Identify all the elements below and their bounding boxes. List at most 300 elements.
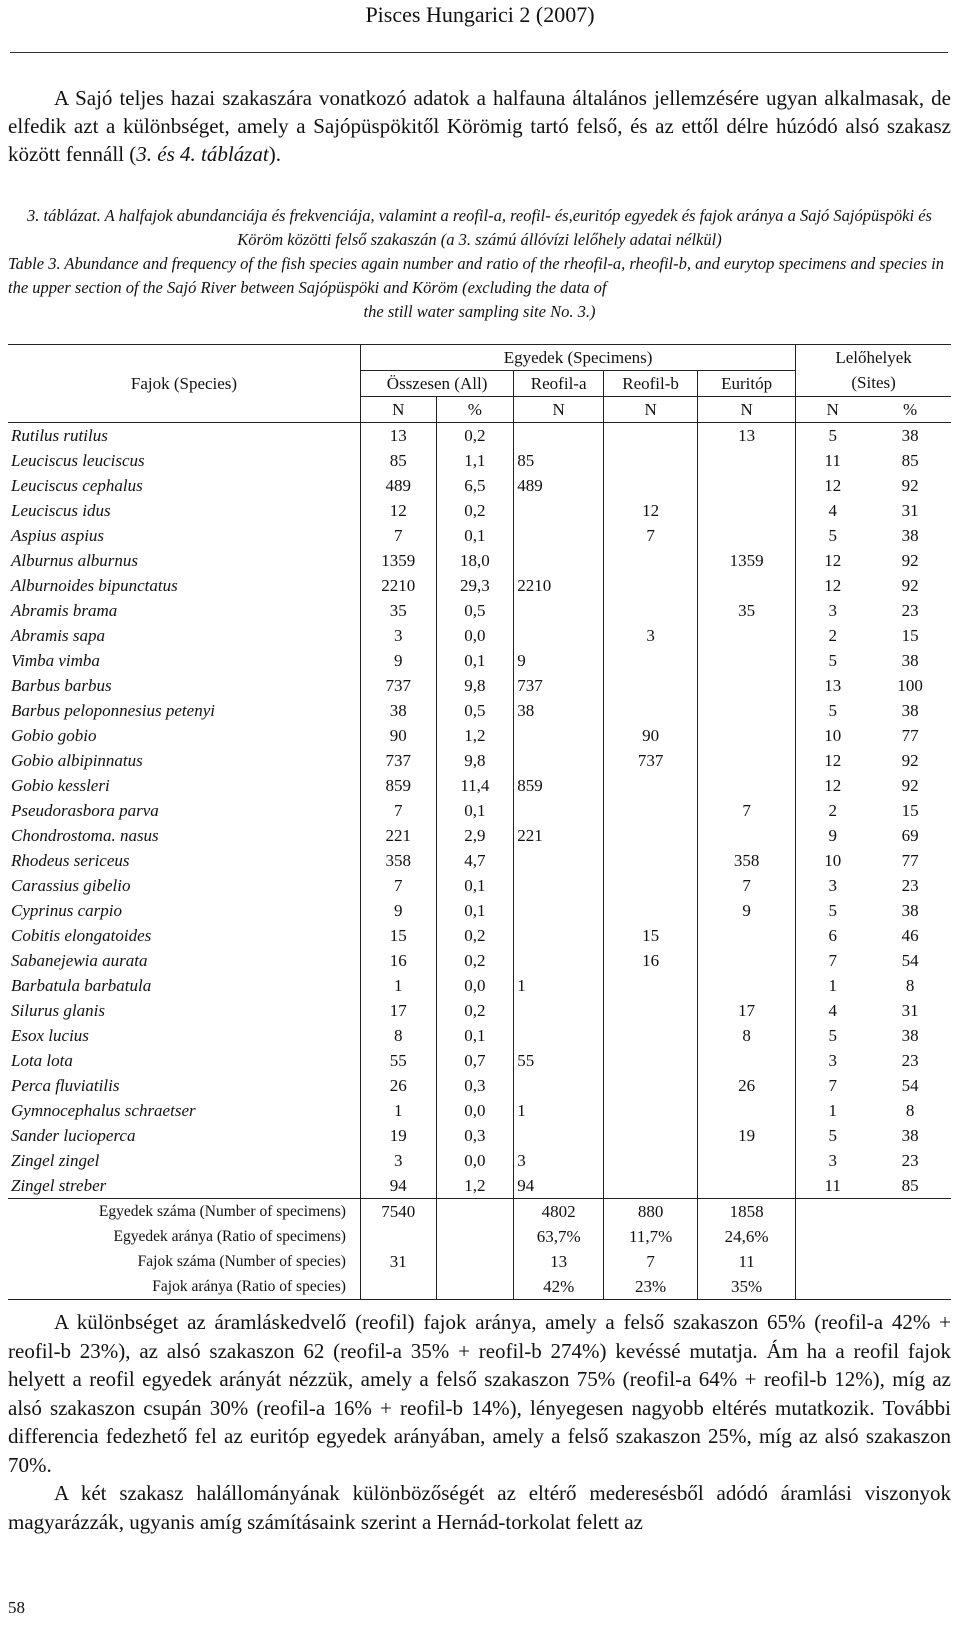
species-name-cell: Perca fluviatilis (8, 1073, 360, 1098)
summary-label-cell: Fajok száma (Number of species) (8, 1249, 360, 1274)
value-cell: 19 (360, 1123, 436, 1148)
value-cell (698, 573, 796, 598)
summary-value-cell: 7540 (360, 1199, 436, 1225)
species-name-cell: Aspius aspius (8, 523, 360, 548)
page-number: 58 (8, 1598, 25, 1617)
value-cell: 0,2 (436, 948, 514, 973)
species-name-cell: Alburnoides bipunctatus (8, 573, 360, 598)
species-name-cell: Lota lota (8, 1048, 360, 1073)
col-all-header: Összesen (All) (360, 371, 513, 397)
summary-value-cell (796, 1199, 870, 1225)
value-cell: 10 (824, 850, 842, 870)
table-row (8, 948, 951, 973)
table-row (8, 1098, 951, 1123)
value-cell (698, 948, 796, 973)
unit-cell: N (514, 397, 604, 423)
value-cell: 38 (901, 650, 919, 670)
summary-row (8, 1224, 951, 1249)
value-cell: 3 (604, 623, 698, 648)
value-cell (604, 1148, 698, 1173)
value-cell: 12 (824, 775, 842, 795)
species-name-cell: Leuciscus cephalus (8, 473, 360, 498)
value-cell (514, 623, 604, 648)
summary-label-cell: Egyedek aránya (Ratio of specimens) (8, 1224, 360, 1249)
table-row (8, 423, 951, 449)
value-cell: 7 (698, 798, 796, 823)
value-cell (604, 423, 698, 449)
table-row (8, 1148, 951, 1173)
value-cell: 8 (905, 975, 915, 995)
value-cell (514, 948, 604, 973)
value-cell: 38 (901, 1025, 919, 1045)
summary-value-cell: 42% (514, 1274, 604, 1300)
value-cell: 9 (360, 898, 436, 923)
value-cell (698, 698, 796, 723)
value-cell (604, 1173, 698, 1199)
species-name-cell: Leuciscus leuciscus (8, 448, 360, 473)
value-cell: 489 (360, 473, 436, 498)
value-cell: 18,0 (436, 548, 514, 573)
value-cell: 737 (360, 748, 436, 773)
value-cell (514, 848, 604, 873)
value-cell: 23 (901, 1050, 919, 1070)
unit-cell: N (796, 397, 870, 423)
species-name-cell: Cobitis elongatoides (8, 923, 360, 948)
value-cell: 8 (905, 1100, 915, 1120)
value-cell (514, 598, 604, 623)
value-cell: 12 (824, 475, 842, 495)
value-cell (604, 998, 698, 1023)
col-sites-header: Lelőhelyek (796, 345, 951, 371)
value-cell: 9 (698, 898, 796, 923)
value-cell: 737 (604, 748, 698, 773)
value-cell (604, 598, 698, 623)
summary-value-cell: 4802 (514, 1199, 604, 1225)
value-cell: 15 (604, 923, 698, 948)
value-cell: 0,5 (436, 698, 514, 723)
summary-value-cell: 880 (604, 1199, 698, 1225)
value-cell (604, 673, 698, 698)
value-cell (604, 798, 698, 823)
species-name-cell: Barbus barbus (8, 673, 360, 698)
value-cell: 0,3 (436, 1073, 514, 1098)
species-name-cell: Gobio albipinnatus (8, 748, 360, 773)
value-cell: 23 (901, 600, 919, 620)
species-name-cell: Alburnus alburnus (8, 548, 360, 573)
value-cell: 0,2 (436, 423, 514, 449)
value-cell: 38 (901, 900, 919, 920)
value-cell: 31 (901, 500, 919, 520)
fish-species-table (8, 344, 951, 1300)
summary-value-cell (869, 1199, 951, 1225)
value-cell (604, 1073, 698, 1098)
caption-en-text: Table 3. Abundance and frequency of the fish species again number and ratio of the rheofil-a, rheofil-b, and eurytop specimens and species in the upper section of the Sajó River between Sajópüspöki and Köröm (excluding the data of (8, 254, 944, 297)
summary-value-cell: 63,7% (514, 1224, 604, 1249)
value-cell: 3 (828, 1150, 837, 1170)
value-cell: 92 (901, 475, 919, 495)
value-cell (514, 523, 604, 548)
value-cell: 38 (514, 698, 604, 723)
value-cell: 0,0 (436, 1098, 514, 1123)
table-row (8, 798, 951, 823)
value-cell: 94 (360, 1173, 436, 1199)
value-cell: 85 (901, 1175, 919, 1195)
value-cell (698, 723, 796, 748)
unit-cell: % (436, 397, 514, 423)
value-cell: 35 (360, 598, 436, 623)
table-row (8, 873, 951, 898)
value-cell: 26 (360, 1073, 436, 1098)
value-cell: 12 (360, 498, 436, 523)
species-name-cell: Silurus glanis (8, 998, 360, 1023)
header-rule (10, 52, 948, 53)
table-row (8, 1048, 951, 1073)
value-cell: 0,1 (436, 873, 514, 898)
table-row (8, 473, 951, 498)
value-cell: 15 (901, 800, 919, 820)
value-cell: 3 (360, 1148, 436, 1173)
value-cell: 38 (901, 700, 919, 720)
summary-value-cell (436, 1249, 514, 1274)
value-cell: 11 (824, 1175, 841, 1195)
summary-value-cell (869, 1249, 951, 1274)
value-cell (698, 673, 796, 698)
value-cell (698, 773, 796, 798)
intro-table-ref: 3. és 4. táblázat (136, 142, 269, 166)
table-row (8, 523, 951, 548)
value-cell (604, 898, 698, 923)
table-row (8, 448, 951, 473)
species-name-cell: Cyprinus carpio (8, 898, 360, 923)
table-caption (8, 204, 951, 324)
summary-value-cell (436, 1274, 514, 1300)
value-cell (604, 448, 698, 473)
caption-en-tail: the still water sampling site No. 3.) (363, 302, 596, 321)
summary-label-cell: Fajok aránya (Ratio of species) (8, 1274, 360, 1300)
value-cell (604, 873, 698, 898)
value-cell: 31 (901, 1000, 919, 1020)
value-cell (698, 473, 796, 498)
value-cell: 15 (901, 625, 919, 645)
value-cell: 1 (360, 1098, 436, 1123)
value-cell: 54 (901, 1075, 919, 1095)
value-cell: 92 (901, 550, 919, 570)
value-cell: 737 (514, 673, 604, 698)
value-cell: 9 (360, 648, 436, 673)
value-cell: 54 (901, 950, 919, 970)
summary-value-cell: 11,7% (604, 1224, 698, 1249)
table-row (8, 498, 951, 523)
value-cell: 2210 (360, 573, 436, 598)
value-cell: 1359 (360, 548, 436, 573)
value-cell: 3 (360, 623, 436, 648)
value-cell: 19 (698, 1123, 796, 1148)
value-cell: 90 (360, 723, 436, 748)
table-row (8, 923, 951, 948)
value-cell: 7 (360, 523, 436, 548)
value-cell: 100 (897, 675, 923, 695)
value-cell: 0,7 (436, 1048, 514, 1073)
value-cell (514, 1073, 604, 1098)
value-cell: 69 (901, 825, 919, 845)
value-cell (604, 973, 698, 998)
intro-text: A Sajó teljes hazai szakaszára vonatkozó adatok a halfauna általános jellemzésére ugyan alkalmasak, de elfedik azt a különbséget, amely a Sajópüspökitől Körömig tartó felső, és az ettől délre húzódó alsó szakasz között fennáll ( (8, 86, 951, 166)
value-cell: 85 (901, 450, 919, 470)
summary-value-cell (360, 1224, 436, 1249)
value-cell: 3 (828, 1050, 837, 1070)
value-cell: 5 (828, 1125, 837, 1145)
value-cell (514, 1123, 604, 1148)
table-row (8, 748, 951, 773)
value-cell: 8 (698, 1023, 796, 1048)
value-cell: 2 (828, 800, 837, 820)
value-cell: 0,5 (436, 598, 514, 623)
value-cell: 1,2 (436, 1173, 514, 1199)
discussion-paragraph-1: A különbséget az áramláskedvelő (reofil) fajok aránya, amely a felső szakaszon 65% (reofil-a 42% + reofil-b 23%), az alsó szakaszon 62 (reofil-a 35% + reofil-b 274%) kevéssé mutatja. Ám ha a reofil fajok helyett a reofil egyedek arányát nézzük, amely a felső szakaszon 75% (reofil-a 64% + reofil-b 12%), míg az alsó szakaszon csupán 30% (reofil-a 16% + reofil-b 14%), lényegesen nagyobb eltérés mutatkozik. További differencia fedezhető fel az euritóp egyedek arányában, amely a felső szakaszon 25%, míg az alsó szakaszon 70%. (8, 1310, 951, 1477)
unit-cell: N (698, 397, 796, 423)
species-name-cell: Esox lucius (8, 1023, 360, 1048)
caption-hu-label: 3. táblázat. (27, 206, 101, 225)
value-cell: 8 (360, 1023, 436, 1048)
value-cell: 94 (514, 1173, 604, 1199)
summary-value-cell (869, 1274, 951, 1300)
unit-cell: % (869, 397, 951, 423)
species-name-cell: Chondrostoma. nasus (8, 823, 360, 848)
value-cell: 55 (360, 1048, 436, 1073)
value-cell: 5 (828, 650, 837, 670)
journal-header: Pisces Hungarici 2 (2007) (365, 2, 595, 27)
caption-hungarian (8, 204, 951, 252)
summary-value-cell: 1858 (698, 1199, 796, 1225)
species-name-cell: Rhodeus sericeus (8, 848, 360, 873)
value-cell: 12 (604, 498, 698, 523)
col-species-header: Fajok (Species) (8, 345, 360, 423)
value-cell (604, 823, 698, 848)
value-cell: 11,4 (436, 773, 514, 798)
value-cell: 4 (828, 500, 837, 520)
caption-hu-text: A halfajok abundanciája és frekvenciája, valamint a reofil-a, reofil- és,euritóp egyedek és fajok aránya a Sajó Sajópüspöki és Köröm közötti felső szakaszán (a 3. számú állóvízi lelőhely adatai nélkül) (104, 206, 932, 249)
species-name-cell: Sabanejewia aurata (8, 948, 360, 973)
species-name-cell: Zingel streber (8, 1173, 360, 1199)
value-cell (698, 923, 796, 948)
species-name-cell: Carassius gibelio (8, 873, 360, 898)
value-cell: 3 (514, 1148, 604, 1173)
species-name-cell: Vimba vimba (8, 648, 360, 673)
value-cell: 1 (514, 1098, 604, 1123)
summary-value-cell (869, 1224, 951, 1249)
species-name-cell: Abramis brama (8, 598, 360, 623)
value-cell: 38 (901, 1125, 919, 1145)
species-name-cell: Gobio kessleri (8, 773, 360, 798)
value-cell (604, 773, 698, 798)
value-cell: 90 (604, 723, 698, 748)
value-cell (604, 473, 698, 498)
table-row (8, 1023, 951, 1048)
value-cell: 10 (824, 725, 842, 745)
value-cell (604, 1023, 698, 1048)
value-cell: 5 (828, 525, 837, 545)
value-cell (604, 648, 698, 673)
summary-value-cell (796, 1224, 870, 1249)
value-cell (604, 548, 698, 573)
col-euritop-header: Euritóp (698, 371, 796, 397)
value-cell: 23 (901, 875, 919, 895)
value-cell: 12 (824, 575, 842, 595)
summary-value-cell: 13 (514, 1249, 604, 1274)
value-cell: 221 (514, 823, 604, 848)
value-cell: 5 (828, 900, 837, 920)
intro-paragraph (8, 84, 951, 168)
value-cell: 7 (604, 523, 698, 548)
table-row (8, 1073, 951, 1098)
value-cell: 358 (360, 848, 436, 873)
species-name-cell: Barbus peloponnesius petenyi (8, 698, 360, 723)
value-cell: 0,2 (436, 923, 514, 948)
value-cell: 23 (901, 1150, 919, 1170)
value-cell (514, 798, 604, 823)
value-cell: 26 (698, 1073, 796, 1098)
value-cell: 2 (828, 625, 837, 645)
species-name-cell: Sander lucioperca (8, 1123, 360, 1148)
value-cell (604, 1123, 698, 1148)
value-cell: 46 (901, 925, 919, 945)
value-cell: 7 (828, 950, 837, 970)
value-cell: 1 (360, 973, 436, 998)
value-cell: 5 (828, 425, 837, 445)
value-cell: 358 (698, 848, 796, 873)
species-name-cell: Barbatula barbatula (8, 973, 360, 998)
value-cell: 6,5 (436, 473, 514, 498)
value-cell: 221 (360, 823, 436, 848)
value-cell (698, 973, 796, 998)
value-cell: 38 (360, 698, 436, 723)
value-cell: 0,1 (436, 798, 514, 823)
value-cell: 0,0 (436, 1148, 514, 1173)
summary-value-cell (360, 1274, 436, 1300)
table-row (8, 898, 951, 923)
summary-rows (8, 1199, 951, 1300)
value-cell: 85 (360, 448, 436, 473)
value-cell (698, 523, 796, 548)
value-cell: 17 (360, 998, 436, 1023)
value-cell: 13 (824, 675, 842, 695)
value-cell (698, 623, 796, 648)
value-cell (698, 748, 796, 773)
discussion-paragraph-2: A két szakasz halállományának különbözőségét az eltérő mederesésből adódó áramlási viszonyok magyarázzák, ugyanis amíg számításaink szerint a Hernád-torkolat felett az (8, 1481, 951, 1534)
value-cell: 1,1 (436, 448, 514, 473)
value-cell: 1,2 (436, 723, 514, 748)
col-specimens-header: Egyedek (Specimens) (360, 345, 795, 371)
value-cell: 3 (828, 600, 837, 620)
value-cell: 489 (514, 473, 604, 498)
value-cell (514, 748, 604, 773)
species-name-cell: Leuciscus idus (8, 498, 360, 523)
value-cell: 0,2 (436, 998, 514, 1023)
summary-row (8, 1249, 951, 1274)
value-cell: 0,2 (436, 498, 514, 523)
table-row (8, 673, 951, 698)
value-cell: 5 (828, 700, 837, 720)
value-cell: 6 (828, 925, 837, 945)
value-cell: 92 (901, 750, 919, 770)
value-cell: 9 (514, 648, 604, 673)
value-cell: 16 (604, 948, 698, 973)
species-rows (8, 423, 951, 1199)
table-row (8, 848, 951, 873)
value-cell: 9,8 (436, 748, 514, 773)
value-cell: 859 (360, 773, 436, 798)
value-cell: 859 (514, 773, 604, 798)
value-cell: 77 (901, 850, 919, 870)
discussion-text (8, 1308, 951, 1536)
value-cell: 0,1 (436, 1023, 514, 1048)
value-cell: 4,7 (436, 848, 514, 873)
summary-value-cell: 24,6% (698, 1224, 796, 1249)
value-cell (698, 1098, 796, 1123)
value-cell: 35 (698, 598, 796, 623)
value-cell (604, 1048, 698, 1073)
value-cell: 29,3 (436, 573, 514, 598)
value-cell: 17 (698, 998, 796, 1023)
table-row (8, 598, 951, 623)
value-cell: 1 (828, 975, 837, 995)
value-cell (514, 923, 604, 948)
value-cell (514, 498, 604, 523)
species-name-cell: Zingel zingel (8, 1148, 360, 1173)
value-cell: 7 (698, 873, 796, 898)
value-cell: 1 (514, 973, 604, 998)
intro-tail: ). (268, 142, 281, 166)
col-reofil-a-header: Reofil-a (514, 371, 604, 397)
value-cell (514, 998, 604, 1023)
value-cell (698, 448, 796, 473)
value-cell: 4 (828, 1000, 837, 1020)
value-cell (514, 898, 604, 923)
value-cell: 15 (360, 923, 436, 948)
summary-label-cell: Egyedek száma (Number of specimens) (8, 1199, 360, 1225)
value-cell: 0,1 (436, 648, 514, 673)
species-name-cell: Gobio gobio (8, 723, 360, 748)
value-cell: 0,0 (436, 973, 514, 998)
col-sites-header-2: (Sites) (851, 373, 896, 393)
species-name-cell: Rutilus rutilus (8, 423, 360, 449)
value-cell: 0,1 (436, 523, 514, 548)
table-header (8, 345, 951, 423)
table-row (8, 698, 951, 723)
col-reofil-b-header: Reofil-b (604, 371, 698, 397)
value-cell: 0,3 (436, 1123, 514, 1148)
table-row (8, 723, 951, 748)
value-cell (514, 548, 604, 573)
value-cell: 12 (824, 550, 842, 570)
value-cell: 7 (828, 1075, 837, 1095)
value-cell: 737 (360, 673, 436, 698)
unit-cell: N (604, 397, 698, 423)
table-row (8, 548, 951, 573)
value-cell (604, 848, 698, 873)
value-cell: 0,1 (436, 898, 514, 923)
value-cell: 38 (901, 525, 919, 545)
table-row (8, 1123, 951, 1148)
summary-value-cell: 7 (604, 1249, 698, 1274)
value-cell: 92 (901, 775, 919, 795)
summary-value-cell (796, 1274, 870, 1300)
value-cell: 9 (828, 825, 837, 845)
table-row (8, 623, 951, 648)
value-cell (698, 1173, 796, 1199)
species-name-cell: Gymnocephalus schraetser (8, 1098, 360, 1123)
summary-value-cell (436, 1224, 514, 1249)
